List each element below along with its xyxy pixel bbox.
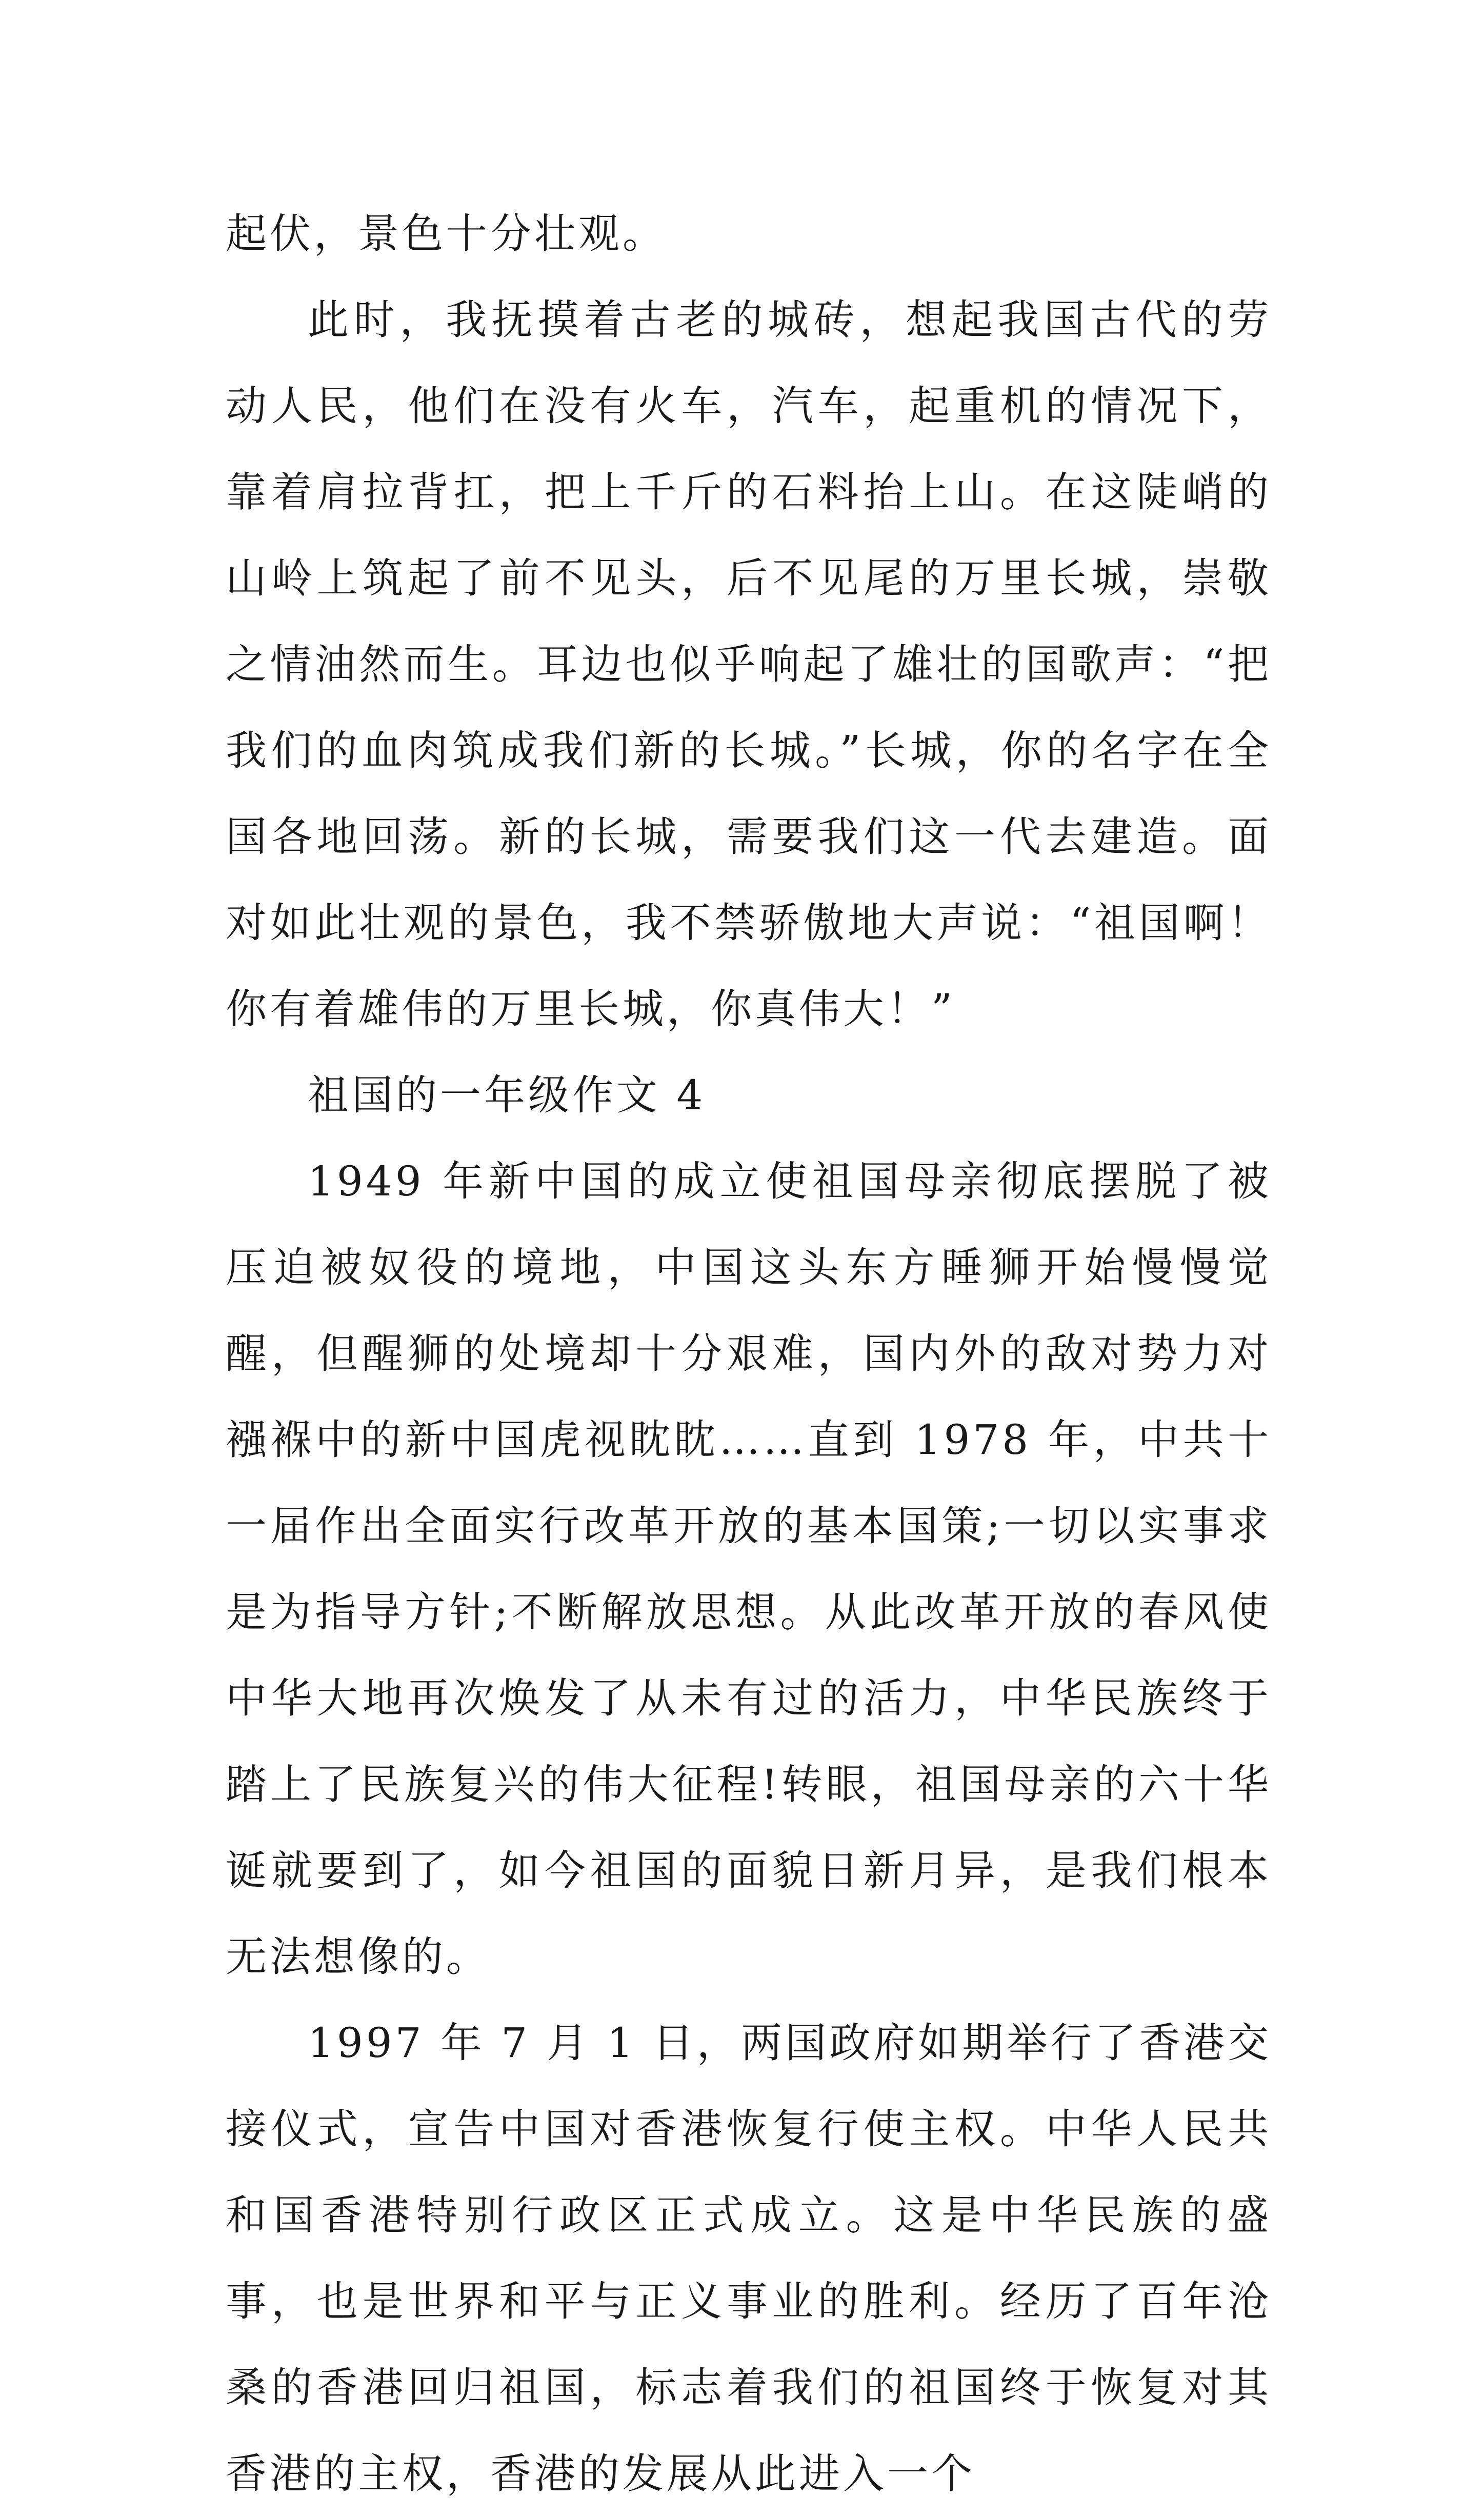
document-body bbox=[226, 191, 1272, 2517]
essay-heading: 祖国的一年级作文 4 bbox=[308, 1071, 706, 1119]
paragraph-hong-kong-handover: 1997 年 7 月 1 日，两国政府如期举行了香港交接仪式，宣告中国对香港恢复行使主权。中华人民共和国香港特别行政区正式成立。这是中华民族的盛事，也是世界和平与正义事业的胜利。经历了百年沧桑的香港回归祖国，标志着我们的祖国终于恢复对其香港的主权，香港的发展从此进入一个 bbox=[226, 2019, 1272, 2498]
paragraph-new-china: 1949 年新中国的成立使祖国母亲彻底摆脱了被压迫被奴役的境地，中国这头东方睡狮开始慢慢觉醒，但醒狮的处境却十分艰难，国内外的敌对势力对襁褓中的新中国虎视眈眈……直到 1978 年，中共十一届作出全面实行改革开放的基本国策;一切以实事求是为指导方针;不断解放思想。从此改革开放的春风使中华大地再次焕发了从未有过的活力，中华民族终于踏上了民族复兴的伟大征程!转眼，祖国母亲的六十华诞就要到了，如今祖国的面貌日新月异，是我们根本无法想像的。 bbox=[226, 1157, 1272, 1981]
paragraph-great-wall: 此时，我抚摸着古老的城砖，想起我国古代的劳动人民，他们在没有火车，汽车，起重机的情况下，靠着肩拉背扛，把上千斤的石料抬上山。在这陡峭的山岭上筑起了前不见头，后不见尾的万里长城，崇敬之情油然而生。耳边也似乎响起了雄壮的国歌声：“把我们的血肉筑成我们新的长城。”长城，你的名字在全国各地回荡。新的长城，需要我们这一代去建造。面对如此壮观的景色，我不禁骄傲地大声说：“祖国啊！你有着雄伟的万里长城，你真伟大！” bbox=[226, 296, 1272, 1033]
paragraph-continuation: 起伏，景色十分壮观。 bbox=[226, 210, 667, 257]
